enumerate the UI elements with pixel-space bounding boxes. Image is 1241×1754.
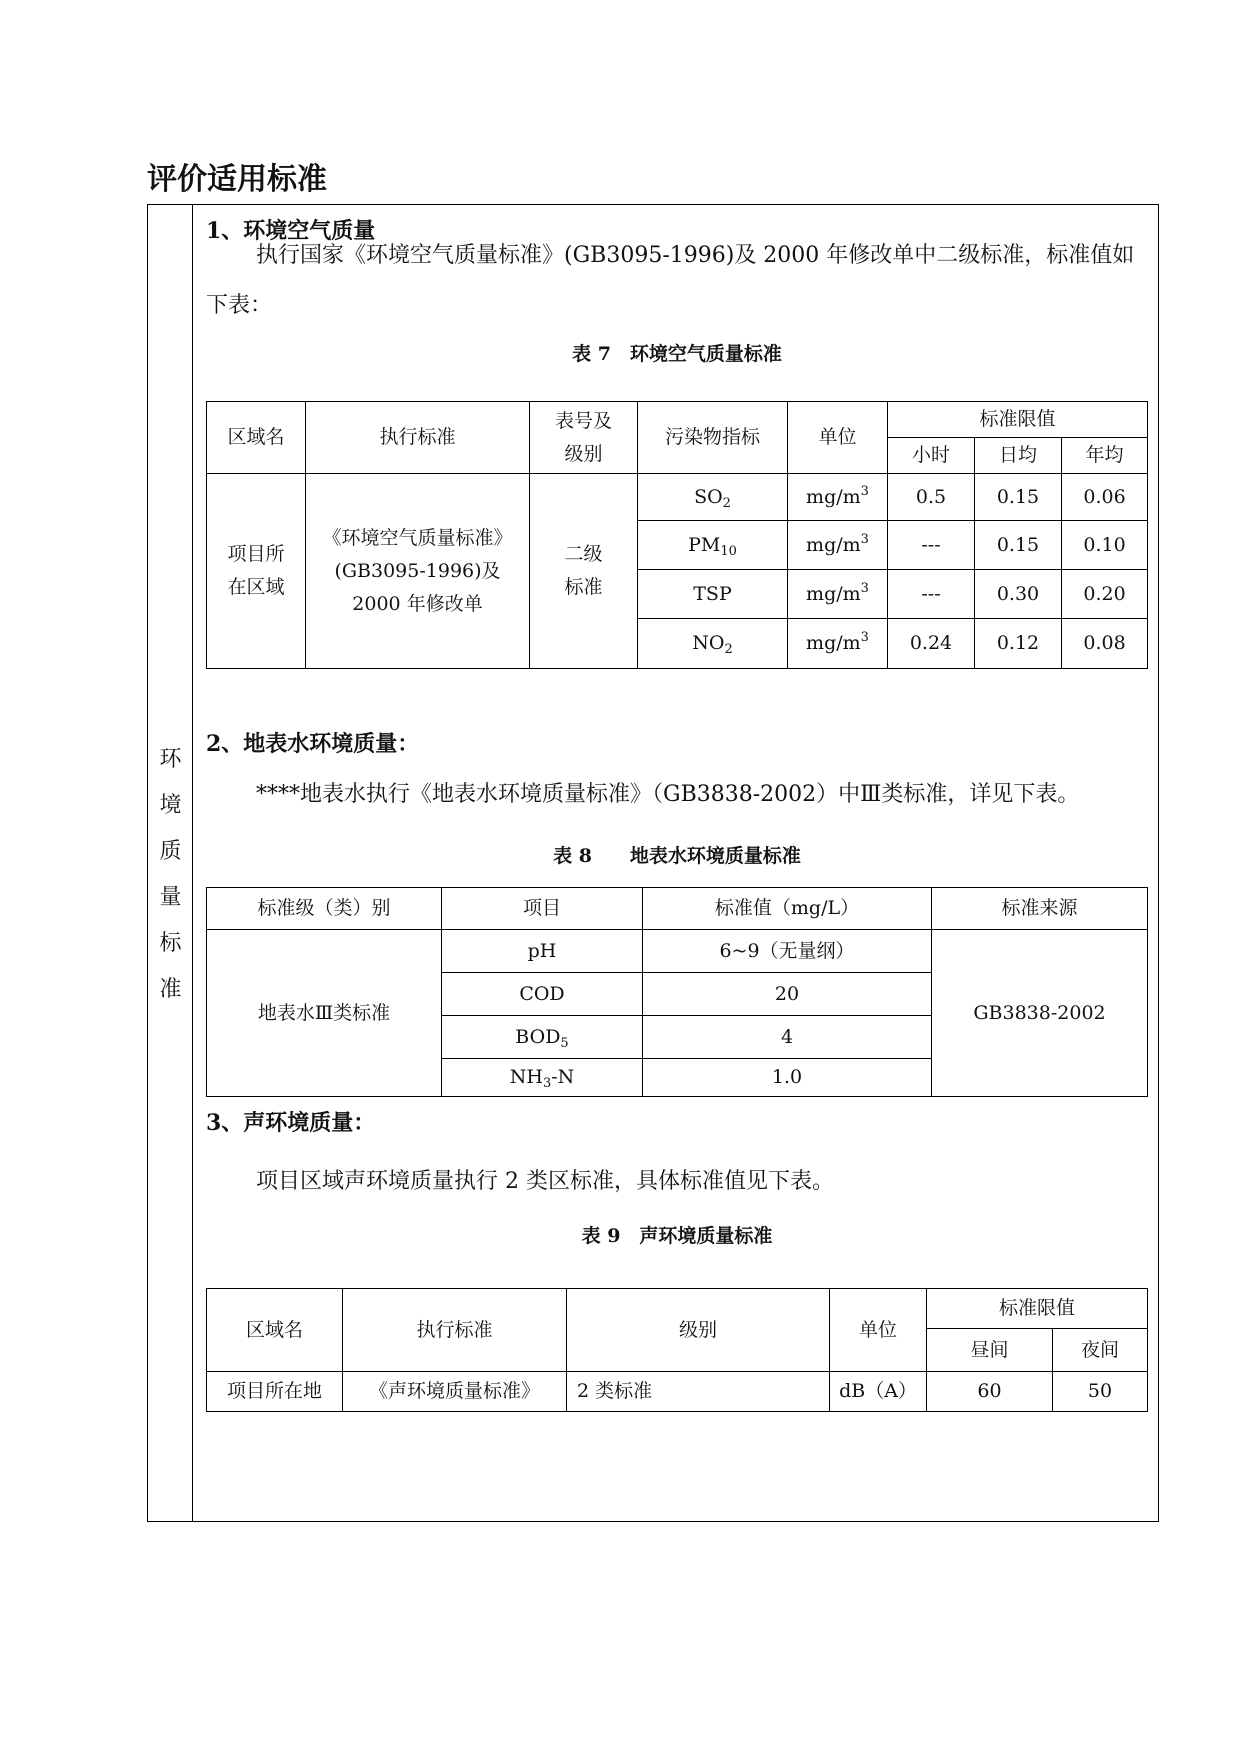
standard-line3: 2000 年修改单 [352,592,483,615]
air-heading: 1、环境空气质量 [206,218,376,244]
header-grade-line2: 级别 [564,442,603,465]
header-limit: 标准限值 [927,1289,1148,1329]
hour-value: 0.24 [888,619,975,669]
noise-table [206,1288,1148,1412]
class-cell: 地表水Ⅲ类标准 [207,930,442,1097]
year-value: 0.06 [1062,474,1148,521]
day-value: 0.30 [975,570,1062,619]
day-value: 0.15 [975,521,1062,570]
noise-paragraph: 项目区域声环境质量执行 2 类区标准，具体标准值见下表。 [256,1169,834,1194]
noise-heading: 3、声环境质量： [206,1110,376,1136]
pollutant-cell: TSP [638,570,788,619]
day-value: 0.15 [975,474,1062,521]
air-quality-table [206,401,1148,669]
night-value: 50 [1053,1372,1148,1412]
water-table-caption: 表 8 地表水环境质量标准 [553,845,801,867]
header-grade-line1: 表号及 [554,409,612,432]
header-year: 年均 [1062,438,1148,474]
header-standard: 执行标准 [343,1289,567,1372]
header-source: 标准来源 [932,888,1148,930]
pollutant-cell: $PM_{10}$ [638,521,788,570]
item-cell: COD [442,973,643,1016]
value-cell: 20 [643,973,932,1016]
header-unit: 单位 [788,402,888,474]
year-value: 0.10 [1062,521,1148,570]
area-line1: 项目所 [227,543,285,565]
grade-line1: 二级 [564,543,603,565]
surface-water-table [206,887,1148,1097]
area-line2: 在区域 [227,576,285,598]
header-area: 区域名 [207,402,306,474]
side-char: 质 [159,839,182,864]
hour-value: 0.5 [888,474,975,521]
header-value: 标准值（mg/L） [643,888,932,930]
area-cell [207,474,306,669]
header-day: 昼间 [927,1329,1053,1372]
day-value: 60 [927,1372,1053,1412]
header-day: 日均 [975,438,1062,474]
standard-cell [306,474,530,669]
side-char: 标 [159,931,182,956]
table-row [207,1372,1148,1412]
air-paragraph: 执行国家《环境空气质量标准》(GB3095-1996)及 2000 年修改单中二级标准，标准值如下表： [206,243,1135,318]
header-area: 区域名 [207,1289,343,1372]
water-heading: 2、地表水环境质量： [206,731,420,757]
side-label [148,737,193,1013]
side-char: 量 [159,885,182,910]
pollutant-cell: $SO_2$ [638,474,788,521]
grade-cell [530,474,638,669]
table-row [207,930,1148,973]
item-cell: $NH_3-N$ [442,1059,643,1097]
air-table-caption: 表 7 环境空气质量标准 [572,343,782,365]
year-value: 0.08 [1062,619,1148,669]
header-pollutant: 污染物指标 [638,402,788,474]
year-value: 0.20 [1062,570,1148,619]
unit-cell: $mg/m^3$ [788,474,888,521]
unit-cell: $mg/m^3$ [788,570,888,619]
area-cell: 项目所在地 [207,1372,343,1412]
header-grade [530,402,638,474]
value-cell: 4 [643,1016,932,1059]
water-paragraph: ****地表水执行《地表水环境质量标准》（GB3838-2002）中Ⅲ类标准，详见下表。 [256,782,1080,807]
standards-frame [147,204,1159,1522]
header-night: 夜间 [1053,1329,1148,1372]
content-column [206,205,1148,1521]
value-cell: 6~9（无量纲） [643,930,932,973]
unit-cell: $mg/m^3$ [788,521,888,570]
header-class: 标准级（类）别 [207,888,442,930]
side-column [148,205,193,1521]
item-cell: $BOD_5$ [442,1016,643,1059]
side-char: 环 [159,747,182,772]
header-standard: 执行标准 [306,402,530,474]
hour-value: --- [888,521,975,570]
standard-line1: 《环境空气质量标准》 [322,526,513,549]
standard-cell: 《声环境质量标准》 [343,1372,567,1412]
side-char: 准 [159,977,182,1002]
item-cell: pH [442,930,643,973]
unit-cell: dB（A） [830,1372,927,1412]
hour-value: --- [888,570,975,619]
side-char: 境 [159,793,182,818]
pollutant-cell: $NO_2$ [638,619,788,669]
header-unit: 单位 [830,1289,927,1372]
grade-cell: 2 类标准 [567,1372,830,1412]
day-value: 0.12 [975,619,1062,669]
header-hour: 小时 [888,438,975,474]
header-grade: 级别 [567,1289,830,1372]
standard-line2: (GB3095-1996)及 [334,559,501,582]
header-limit: 标准限值 [888,402,1148,438]
header-item: 项目 [442,888,643,930]
unit-cell: $mg/m^3$ [788,619,888,669]
noise-table-caption: 表 9 声环境质量标准 [581,1225,773,1247]
page-title: 评价适用标准 [147,162,327,197]
source-cell: GB3838-2002 [932,930,1148,1097]
grade-line2: 标准 [564,576,603,598]
value-cell: 1.0 [643,1059,932,1097]
table-row [207,474,1148,521]
